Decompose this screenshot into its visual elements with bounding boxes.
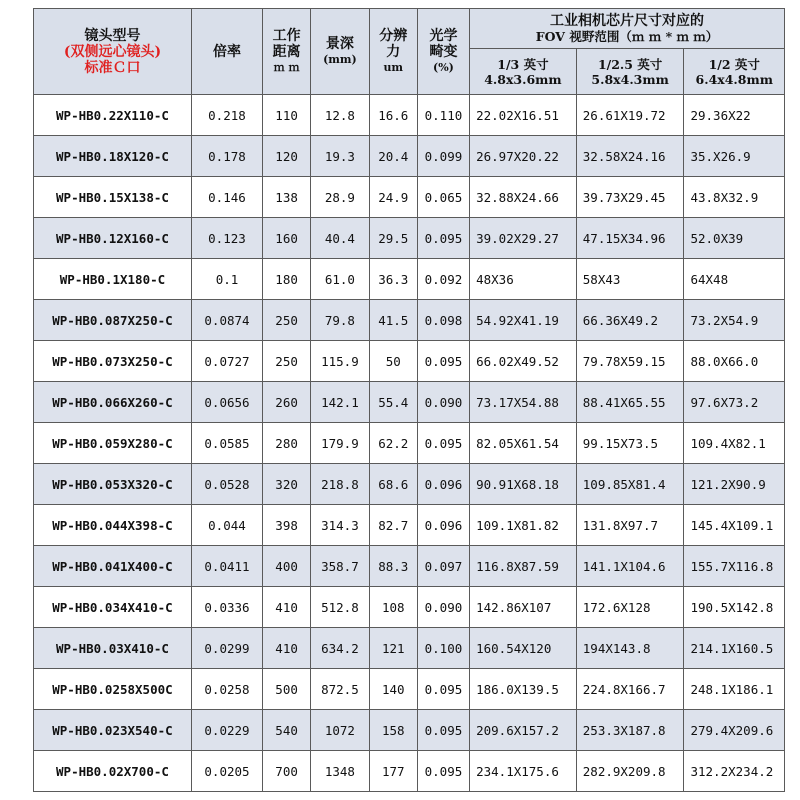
cell-res: 29.5 — [369, 218, 417, 259]
cell-fov3: 145.4X109.1 — [684, 505, 785, 546]
header-res-unit: um — [383, 60, 404, 74]
cell-model: WP-HB0.073X250-C — [34, 341, 192, 382]
cell-dof: 634.2 — [311, 628, 370, 669]
header-res-line2: 力 — [386, 43, 401, 60]
cell-fov1: 73.17X54.88 — [470, 382, 577, 423]
cell-fov3: 97.6X73.2 — [684, 382, 785, 423]
cell-mag: 0.0229 — [191, 710, 262, 751]
cell-fov2: 58X43 — [576, 259, 684, 300]
cell-model: WP-HB0.023X540-C — [34, 710, 192, 751]
cell-model: WP-HB0.087X250-C — [34, 300, 192, 341]
cell-res: 36.3 — [369, 259, 417, 300]
cell-fov1: 54.92X41.19 — [470, 300, 577, 341]
cell-fov3: 64X48 — [684, 259, 785, 300]
cell-wd: 120 — [263, 136, 311, 177]
cell-dof: 1072 — [311, 710, 370, 751]
cell-fov3: 312.2X234.2 — [684, 751, 785, 792]
cell-fov3: 52.0X39 — [684, 218, 785, 259]
cell-wd: 398 — [263, 505, 311, 546]
sensor-name: 1/3 英寸 — [497, 56, 549, 72]
header-dof-unit: (mm) — [323, 52, 357, 66]
cell-dist: 0.097 — [417, 546, 469, 587]
cell-fov3: 73.2X54.9 — [684, 300, 785, 341]
cell-res: 20.4 — [369, 136, 417, 177]
cell-model: WP-HB0.059X280-C — [34, 423, 192, 464]
cell-mag: 0.178 — [191, 136, 262, 177]
cell-fov2: 26.61X19.72 — [576, 95, 684, 136]
cell-res: 108 — [369, 587, 417, 628]
cell-fov1: 39.02X29.27 — [470, 218, 577, 259]
cell-model: WP-HB0.044X398-C — [34, 505, 192, 546]
header-dist-line2: 畸变 — [429, 43, 458, 60]
cell-fov2: 224.8X166.7 — [576, 669, 684, 710]
cell-model: WP-HB0.18X120-C — [34, 136, 192, 177]
header-model-sub2: 标准Ｃ口 — [84, 59, 141, 76]
cell-fov1: 116.8X87.59 — [470, 546, 577, 587]
cell-fov1: 26.97X20.22 — [470, 136, 577, 177]
cell-res: 177 — [369, 751, 417, 792]
cell-mag: 0.218 — [191, 95, 262, 136]
cell-dist: 0.095 — [417, 341, 469, 382]
cell-wd: 700 — [263, 751, 311, 792]
cell-dist: 0.095 — [417, 669, 469, 710]
cell-dof: 12.8 — [311, 95, 370, 136]
cell-fov3: 190.5X142.8 — [684, 587, 785, 628]
cell-fov2: 79.78X59.15 — [576, 341, 684, 382]
cell-mag: 0.0528 — [191, 464, 262, 505]
cell-fov2: 253.3X187.8 — [576, 710, 684, 751]
cell-wd: 500 — [263, 669, 311, 710]
cell-mag: 0.0336 — [191, 587, 262, 628]
cell-fov1: 142.86X107 — [470, 587, 577, 628]
cell-fov3: 109.4X82.1 — [684, 423, 785, 464]
cell-res: 158 — [369, 710, 417, 751]
cell-model: WP-HB0.12X160-C — [34, 218, 192, 259]
cell-dof: 1348 — [311, 751, 370, 792]
cell-fov2: 194X143.8 — [576, 628, 684, 669]
lens-spec-table-container — [33, 8, 785, 792]
sensor-size: 4.8x3.6mm — [484, 71, 562, 87]
cell-dof: 40.4 — [311, 218, 370, 259]
cell-fov3: 88.0X66.0 — [684, 341, 785, 382]
table-row — [34, 464, 785, 505]
table-row — [34, 136, 785, 177]
table-row — [34, 669, 785, 710]
cell-dist: 0.110 — [417, 95, 469, 136]
header-sensor-1-2 — [684, 49, 785, 95]
cell-wd: 410 — [263, 587, 311, 628]
cell-mag: 0.0874 — [191, 300, 262, 341]
table-row — [34, 587, 785, 628]
sensor-size: 5.8x4.3mm — [591, 71, 669, 87]
cell-dof: 61.0 — [311, 259, 370, 300]
cell-fov1: 32.88X24.66 — [470, 177, 577, 218]
cell-dof: 314.3 — [311, 505, 370, 546]
header-dist-unit: (%) — [433, 60, 454, 74]
cell-dof: 872.5 — [311, 669, 370, 710]
cell-fov3: 155.7X116.8 — [684, 546, 785, 587]
cell-fov2: 39.73X29.45 — [576, 177, 684, 218]
table-row — [34, 505, 785, 546]
cell-res: 55.4 — [369, 382, 417, 423]
cell-fov2: 141.1X104.6 — [576, 546, 684, 587]
cell-model: WP-HB0.066X260-C — [34, 382, 192, 423]
cell-fov2: 66.36X49.2 — [576, 300, 684, 341]
cell-res: 140 — [369, 669, 417, 710]
sensor-name: 1/2.5 英寸 — [597, 56, 663, 72]
cell-dist: 0.099 — [417, 136, 469, 177]
table-row — [34, 751, 785, 792]
header-sensor-1-3 — [470, 49, 577, 95]
cell-dist: 0.095 — [417, 218, 469, 259]
table-row — [34, 300, 785, 341]
cell-fov1: 234.1X175.6 — [470, 751, 577, 792]
cell-wd: 280 — [263, 423, 311, 464]
header-wd-line2: 距离 — [272, 43, 301, 60]
cell-model: WP-HB0.22X110-C — [34, 95, 192, 136]
cell-dof: 28.9 — [311, 177, 370, 218]
cell-fov3: 214.1X160.5 — [684, 628, 785, 669]
cell-res: 68.6 — [369, 464, 417, 505]
cell-dist: 0.090 — [417, 587, 469, 628]
cell-dof: 142.1 — [311, 382, 370, 423]
cell-mag: 0.0205 — [191, 751, 262, 792]
cell-res: 62.2 — [369, 423, 417, 464]
cell-fov3: 248.1X186.1 — [684, 669, 785, 710]
cell-wd: 180 — [263, 259, 311, 300]
table-row — [34, 628, 785, 669]
cell-dof: 115.9 — [311, 341, 370, 382]
header-model-sub1: (双侧远心镜头) — [63, 43, 162, 60]
cell-mag: 0.0258 — [191, 669, 262, 710]
header-depth-of-field — [311, 9, 370, 95]
table-row — [34, 341, 785, 382]
cell-mag: 0.0656 — [191, 382, 262, 423]
cell-mag: 0.0585 — [191, 423, 262, 464]
table-row — [34, 177, 785, 218]
cell-fov1: 66.02X49.52 — [470, 341, 577, 382]
table-row — [34, 259, 785, 300]
cell-dist: 0.090 — [417, 382, 469, 423]
cell-model: WP-HB0.034X410-C — [34, 587, 192, 628]
cell-mag: 0.146 — [191, 177, 262, 218]
header-magnification-label: 倍率 — [212, 43, 241, 60]
cell-mag: 0.123 — [191, 218, 262, 259]
header-res-line1: 分辨 — [379, 27, 408, 44]
cell-mag: 0.0411 — [191, 546, 262, 587]
cell-wd: 320 — [263, 464, 311, 505]
cell-fov2: 172.6X128 — [576, 587, 684, 628]
cell-fov2: 47.15X34.96 — [576, 218, 684, 259]
cell-mag: 0.0299 — [191, 628, 262, 669]
cell-fov2: 282.9X209.8 — [576, 751, 684, 792]
cell-fov1: 22.02X16.51 — [470, 95, 577, 136]
cell-wd: 250 — [263, 341, 311, 382]
cell-dist: 0.095 — [417, 751, 469, 792]
cell-res: 88.3 — [369, 546, 417, 587]
cell-wd: 110 — [263, 95, 311, 136]
cell-dof: 218.8 — [311, 464, 370, 505]
header-model — [34, 9, 192, 95]
cell-dist: 0.095 — [417, 710, 469, 751]
cell-wd: 250 — [263, 300, 311, 341]
lens-spec-table — [33, 8, 785, 792]
cell-dof: 79.8 — [311, 300, 370, 341]
header-dof-line1: 景深 — [325, 35, 354, 52]
cell-fov3: 43.8X32.9 — [684, 177, 785, 218]
cell-dist: 0.092 — [417, 259, 469, 300]
cell-model: WP-HB0.02X700-C — [34, 751, 192, 792]
cell-dof: 179.9 — [311, 423, 370, 464]
cell-wd: 410 — [263, 628, 311, 669]
cell-mag: 0.044 — [191, 505, 262, 546]
cell-model: WP-HB0.0258X500C — [34, 669, 192, 710]
header-resolution — [369, 9, 417, 95]
cell-model: WP-HB0.053X320-C — [34, 464, 192, 505]
cell-fov1: 160.54X120 — [470, 628, 577, 669]
cell-model: WP-HB0.03X410-C — [34, 628, 192, 669]
cell-fov3: 35.X26.9 — [684, 136, 785, 177]
cell-res: 24.9 — [369, 177, 417, 218]
cell-model: WP-HB0.1X180-C — [34, 259, 192, 300]
cell-res: 50 — [369, 341, 417, 382]
cell-fov3: 279.4X209.6 — [684, 710, 785, 751]
cell-wd: 160 — [263, 218, 311, 259]
cell-wd: 400 — [263, 546, 311, 587]
table-row — [34, 382, 785, 423]
table-row — [34, 710, 785, 751]
cell-model: WP-HB0.15X138-C — [34, 177, 192, 218]
header-fov-line2: FOV 视野范围（ｍ ｍ * ｍ ｍ） — [535, 28, 719, 44]
header-working-distance — [263, 9, 311, 95]
cell-res: 82.7 — [369, 505, 417, 546]
cell-dist: 0.096 — [417, 464, 469, 505]
header-wd-line1: 工作 — [272, 27, 301, 44]
cell-dist: 0.095 — [417, 423, 469, 464]
cell-wd: 138 — [263, 177, 311, 218]
header-dist-line1: 光学 — [429, 27, 458, 44]
cell-wd: 540 — [263, 710, 311, 751]
cell-dof: 512.8 — [311, 587, 370, 628]
cell-fov2: 88.41X65.55 — [576, 382, 684, 423]
cell-dist: 0.100 — [417, 628, 469, 669]
table-row — [34, 95, 785, 136]
header-wd-unit: ｍ ｍ — [273, 60, 300, 74]
header-sensor-1-2-5 — [576, 49, 684, 95]
cell-dist: 0.096 — [417, 505, 469, 546]
cell-fov1: 90.91X68.18 — [470, 464, 577, 505]
table-row — [34, 546, 785, 587]
cell-res: 41.5 — [369, 300, 417, 341]
cell-fov3: 121.2X90.9 — [684, 464, 785, 505]
cell-mag: 0.1 — [191, 259, 262, 300]
cell-fov2: 32.58X24.16 — [576, 136, 684, 177]
header-fov — [470, 9, 785, 49]
cell-fov2: 99.15X73.5 — [576, 423, 684, 464]
header-distortion — [417, 9, 469, 95]
cell-fov1: 82.05X61.54 — [470, 423, 577, 464]
table-body — [34, 95, 785, 792]
sensor-name: 1/2 英寸 — [708, 56, 760, 72]
cell-dof: 358.7 — [311, 546, 370, 587]
cell-fov1: 109.1X81.82 — [470, 505, 577, 546]
cell-dist: 0.098 — [417, 300, 469, 341]
header-fov-line1: 工业相机芯片尺寸对应的 — [550, 12, 705, 29]
sensor-size: 6.4x4.8mm — [695, 71, 773, 87]
cell-model: WP-HB0.041X400-C — [34, 546, 192, 587]
cell-fov2: 109.85X81.4 — [576, 464, 684, 505]
cell-wd: 260 — [263, 382, 311, 423]
header-model-title: 镜头型号 — [84, 27, 141, 44]
table-row — [34, 423, 785, 464]
cell-fov2: 131.8X97.7 — [576, 505, 684, 546]
cell-fov1: 186.0X139.5 — [470, 669, 577, 710]
cell-fov1: 48X36 — [470, 259, 577, 300]
cell-dist: 0.065 — [417, 177, 469, 218]
cell-res: 16.6 — [369, 95, 417, 136]
table-header — [34, 9, 785, 95]
cell-mag: 0.0727 — [191, 341, 262, 382]
cell-fov3: 29.36X22 — [684, 95, 785, 136]
cell-dof: 19.3 — [311, 136, 370, 177]
table-row — [34, 218, 785, 259]
cell-res: 121 — [369, 628, 417, 669]
header-magnification — [191, 9, 262, 95]
cell-fov1: 209.6X157.2 — [470, 710, 577, 751]
